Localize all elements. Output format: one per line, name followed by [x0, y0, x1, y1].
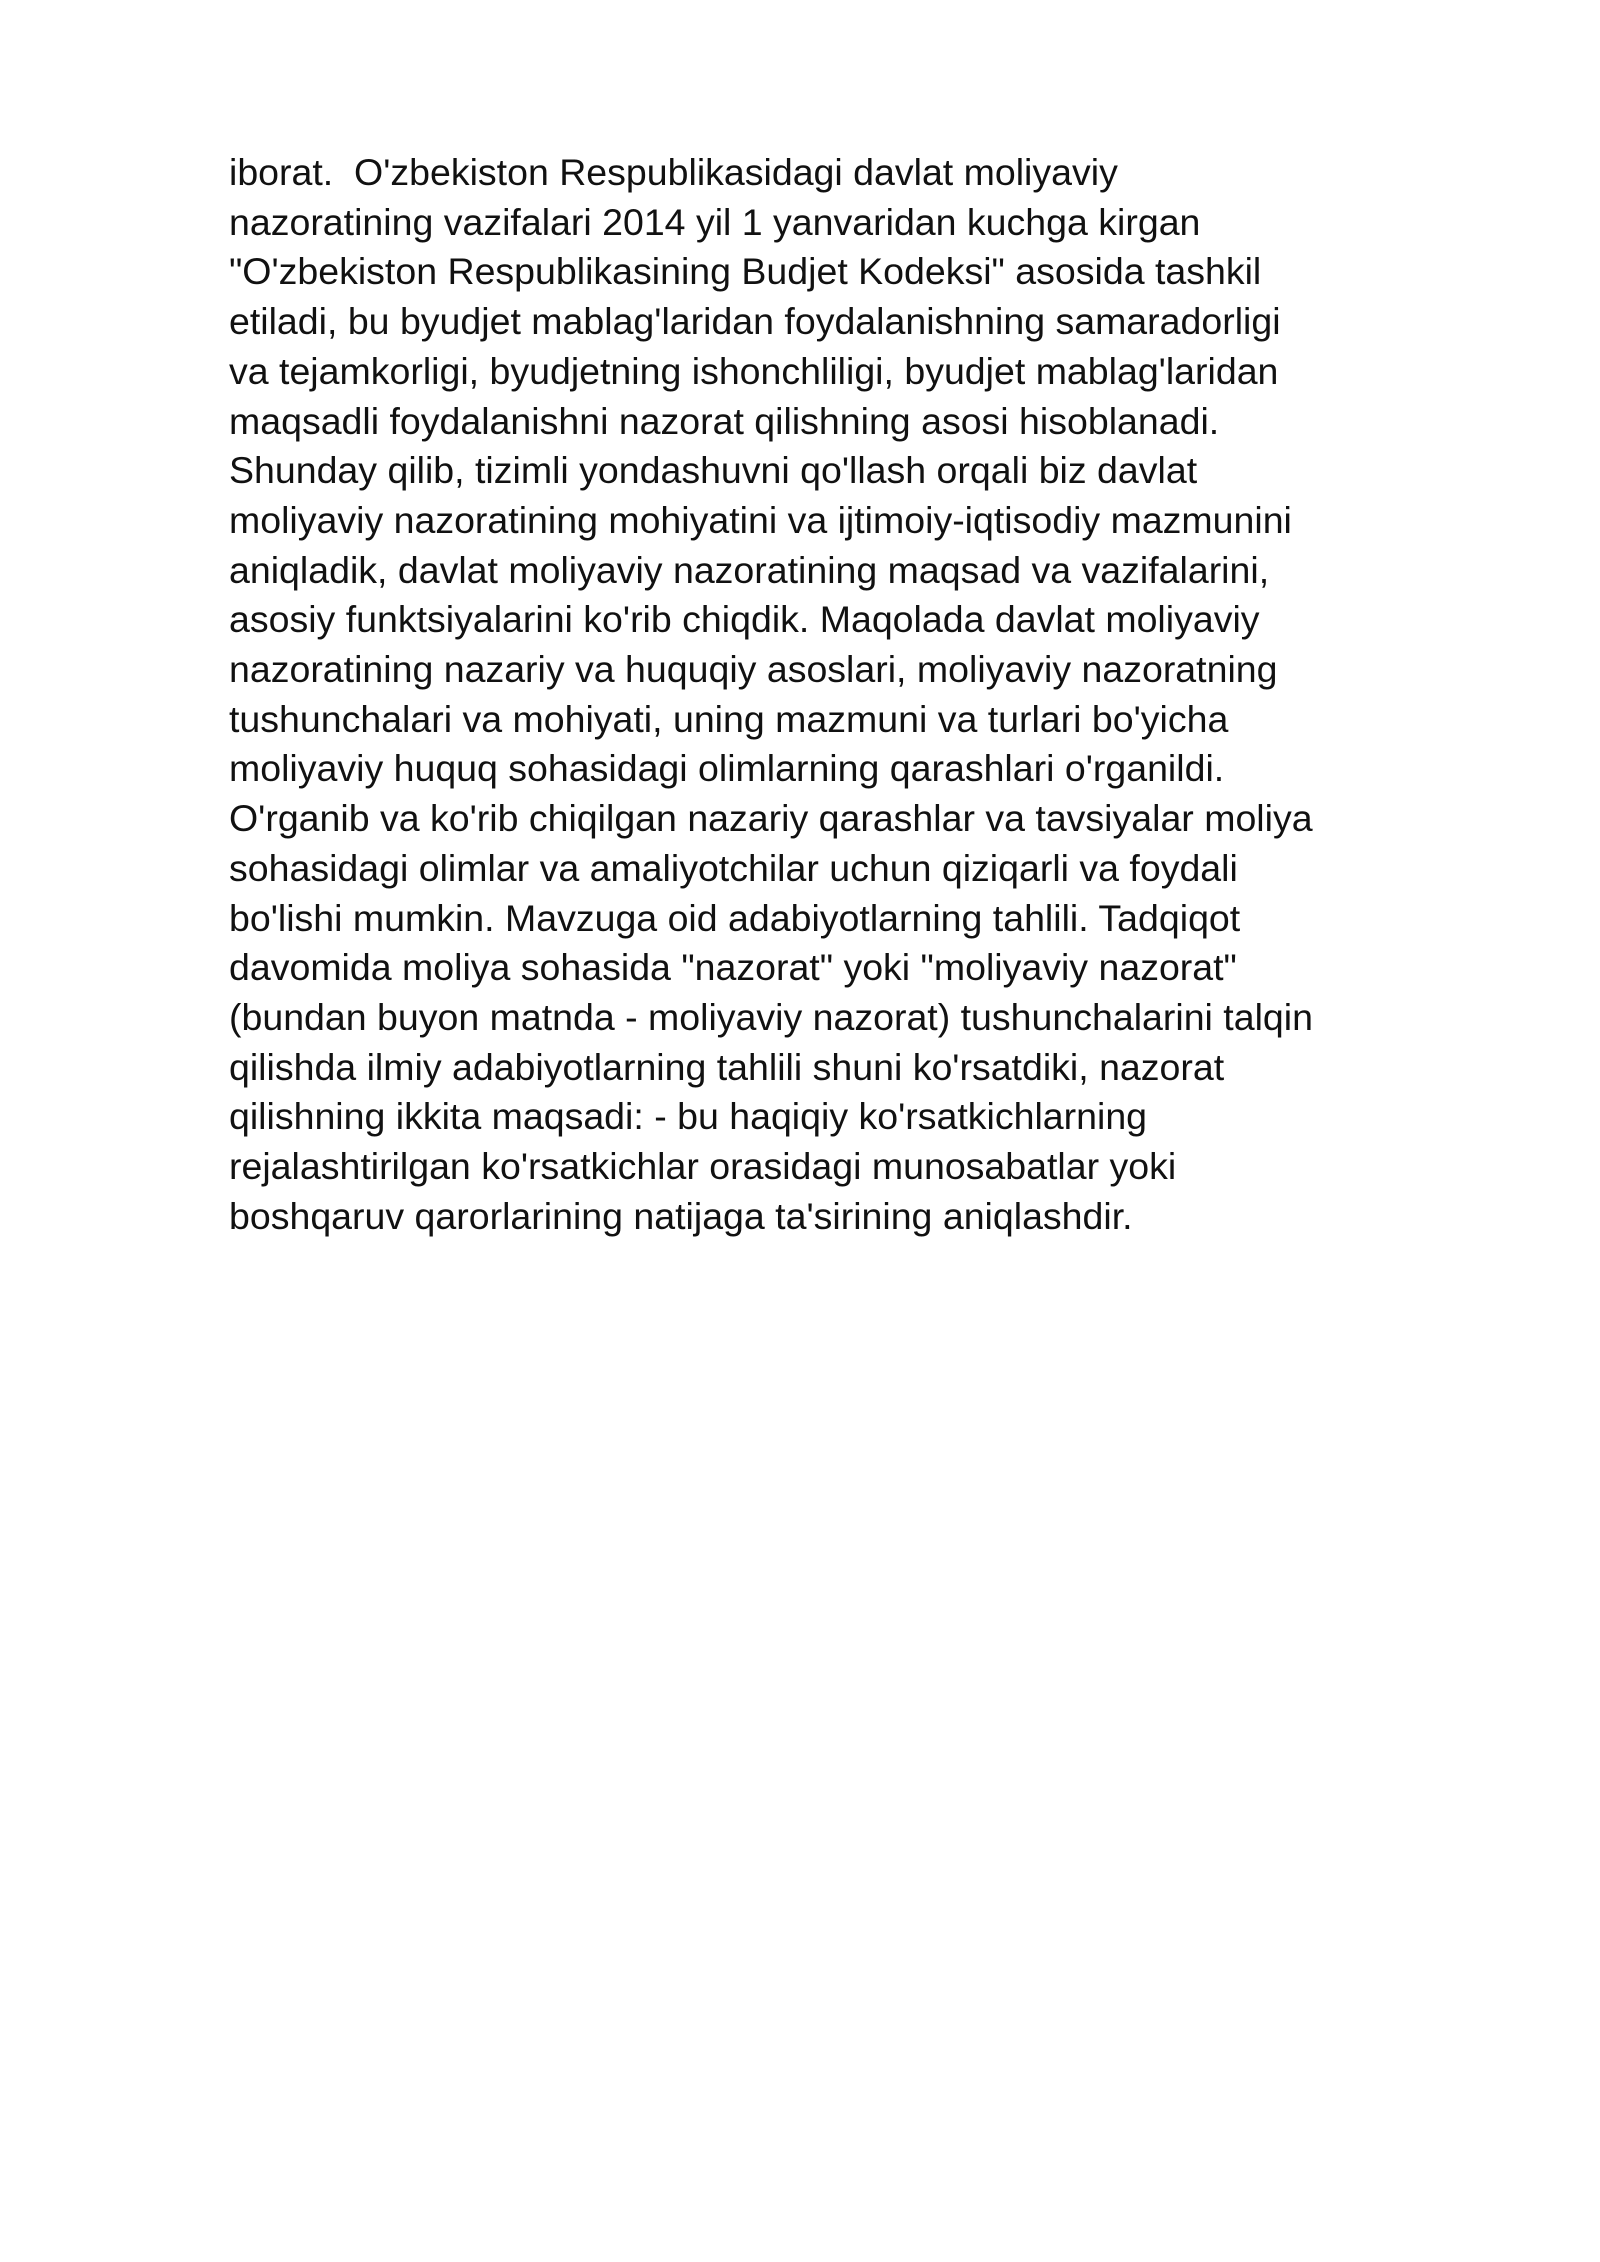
text-line: boshqaruv qarorlarining natijaga ta'sirining aniqlashdir. [229, 1194, 1133, 1237]
text-line: qilishda ilmiy adabiyotlarning tahlili shuni ko'rsatdiki, nazorat [229, 1045, 1225, 1088]
text-line: asosiy funktsiyalarini ko'rib chiqdik. Maqolada davlat moliyaviy [229, 598, 1260, 641]
text-line: maqsadli foydalanishni nazorat qilishning asosi hisoblanadi. [229, 399, 1220, 442]
text-line: O'rganib va ko'rib chiqilgan nazariy qarashlar va tavsiyalar moliya [229, 797, 1313, 840]
text-line: Shunday qilib, tizimli yondashuvni qo'llash orqali biz davlat [229, 449, 1198, 492]
text-line: aniqladik, davlat moliyaviy nazoratining maqsad va vazifalarini, [229, 548, 1270, 591]
text-line: iborat. O'zbekiston Respublikasidagi davlat moliyaviy [229, 151, 1118, 193]
text-line: moliyaviy nazoratining mohiyatini va ijtimoiy-iqtisodiy mazmunini [229, 498, 1292, 541]
text-line: va tejamkorligi, byudjetning ishonchliligi, byudjet mablag'laridan [229, 349, 1279, 392]
body-paragraph [229, 148, 1509, 1241]
text-line: sohasidagi olimlar va amaliyotchilar uchun qiziqarli va foydali [229, 846, 1238, 889]
text-line: "O'zbekiston Respublikasining Budjet Kodeksi" asosida tashkil [229, 250, 1262, 293]
text-line: moliyaviy huquq sohasidagi olimlarning qarashlari o'rganildi. [229, 747, 1225, 790]
text-line: (bundan buyon matnda - moliyaviy nazorat) tushunchalarini talqin [229, 995, 1313, 1038]
text-line: tushunchalari va mohiyati, uning mazmuni va turlari bo'yicha [229, 697, 1229, 740]
text-line: qilishning ikkita maqsadi: - bu haqiqiy ko'rsatkichlarning [229, 1095, 1148, 1138]
text-line: nazoratining nazariy va huquqiy asoslari, moliyaviy nazoratning [229, 648, 1278, 691]
text-line: rejalashtirilgan ko'rsatkichlar orasidagi munosabatlar yoki [229, 1145, 1177, 1188]
text-line: etiladi, bu byudjet mablag'laridan foydalanishning samaradorligi [229, 300, 1281, 343]
text-line: davomida moliya sohasida "nazorat" yoki "moliyaviy nazorat" [229, 946, 1237, 989]
text-line: nazoratining vazifalari 2014 yil 1 yanvaridan kuchga kirgan [229, 200, 1201, 243]
text-line: bo'lishi mumkin. Mavzuga oid adabiyotlarning tahlili. Tadqiqot [229, 896, 1241, 939]
